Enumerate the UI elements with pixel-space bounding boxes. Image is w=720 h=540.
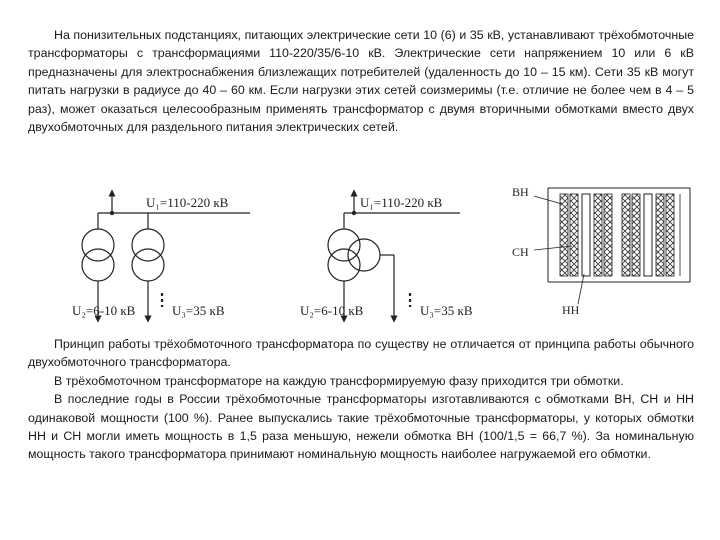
transformer-winding	[132, 249, 164, 281]
lv-label: U₂=6-10 кВ	[300, 303, 364, 318]
winding-column	[560, 194, 612, 276]
lv-winding	[328, 249, 360, 281]
winding-arrangement-diagram	[508, 180, 698, 320]
transformer-winding	[82, 249, 114, 281]
lv-winding-label: НН	[562, 303, 580, 317]
mv-label: U₃=35 кВ	[172, 303, 225, 318]
mv-winding-label: СН	[512, 245, 529, 259]
hv-winding	[328, 229, 360, 261]
paragraph: В последние годы в России трёхобмоточные трансформаторы изготавливаются с обмотками ВН, СН и НН одинаковой мощности (100 %). Ранее выпускались такие трёхобмоточные трансформаторы, у которых обмотки НН и СН могли иметь мощность в 1,5 раза меньшую, нежели обмотка ВН (100/1,5 = 66,7 %). За номинальную мощность такого трансформатора принимают номинальную мощность наиболее нагружаемой его обмотки.	[28, 392, 694, 462]
winding-column	[622, 194, 674, 276]
body-text	[28, 335, 694, 464]
mv-winding	[348, 239, 380, 271]
paragraph: В трёхобмоточном трансформаторе на каждую трансформируемую фазу приходится три обмотки.	[54, 373, 624, 388]
lv-label: U₂=6-10 кВ	[72, 303, 136, 318]
transformer-winding	[132, 229, 164, 261]
hv-winding-label: ВН	[512, 185, 529, 199]
paragraph: Принцип работы трёхобмоточного трансформатора по существу не отличается от принципа работы обычного двухобмоточного трансформатора.	[28, 337, 694, 370]
mv-label: U₃=35 кВ	[420, 303, 473, 318]
transformer-winding	[82, 229, 114, 261]
hv-label: U₁=110-220 кВ	[360, 195, 443, 210]
two-transformers-diagram	[72, 185, 270, 325]
three-winding-transformer-diagram	[300, 185, 500, 325]
intro-paragraph: На понизительных подстанциях, питающих электрические сети 10 (6) и 35 кВ, устанавливают трёхобмоточные трансформаторы с трансформациями 110-220/35/6-10 кВ. Электрические сети напряжением 10 или 6 кВ предназначены для электроснабжения близлежащих потребителей (удаленность до 10 – 15 км). Сети 35 кВ могут питать нагрузки в радиусе до 40 – 60 км. Если нагрузки этих сетей соизмеримы (т.е. отличие не более чем в 4 – 5 раз), может оказаться целесообразным применять трансформатор с двумя вторичными обмотками вместо двух двухобмоточных для раздельного питания электрических сетей.	[28, 28, 694, 135]
hv-label: U₁=110-220 кВ	[146, 195, 229, 210]
